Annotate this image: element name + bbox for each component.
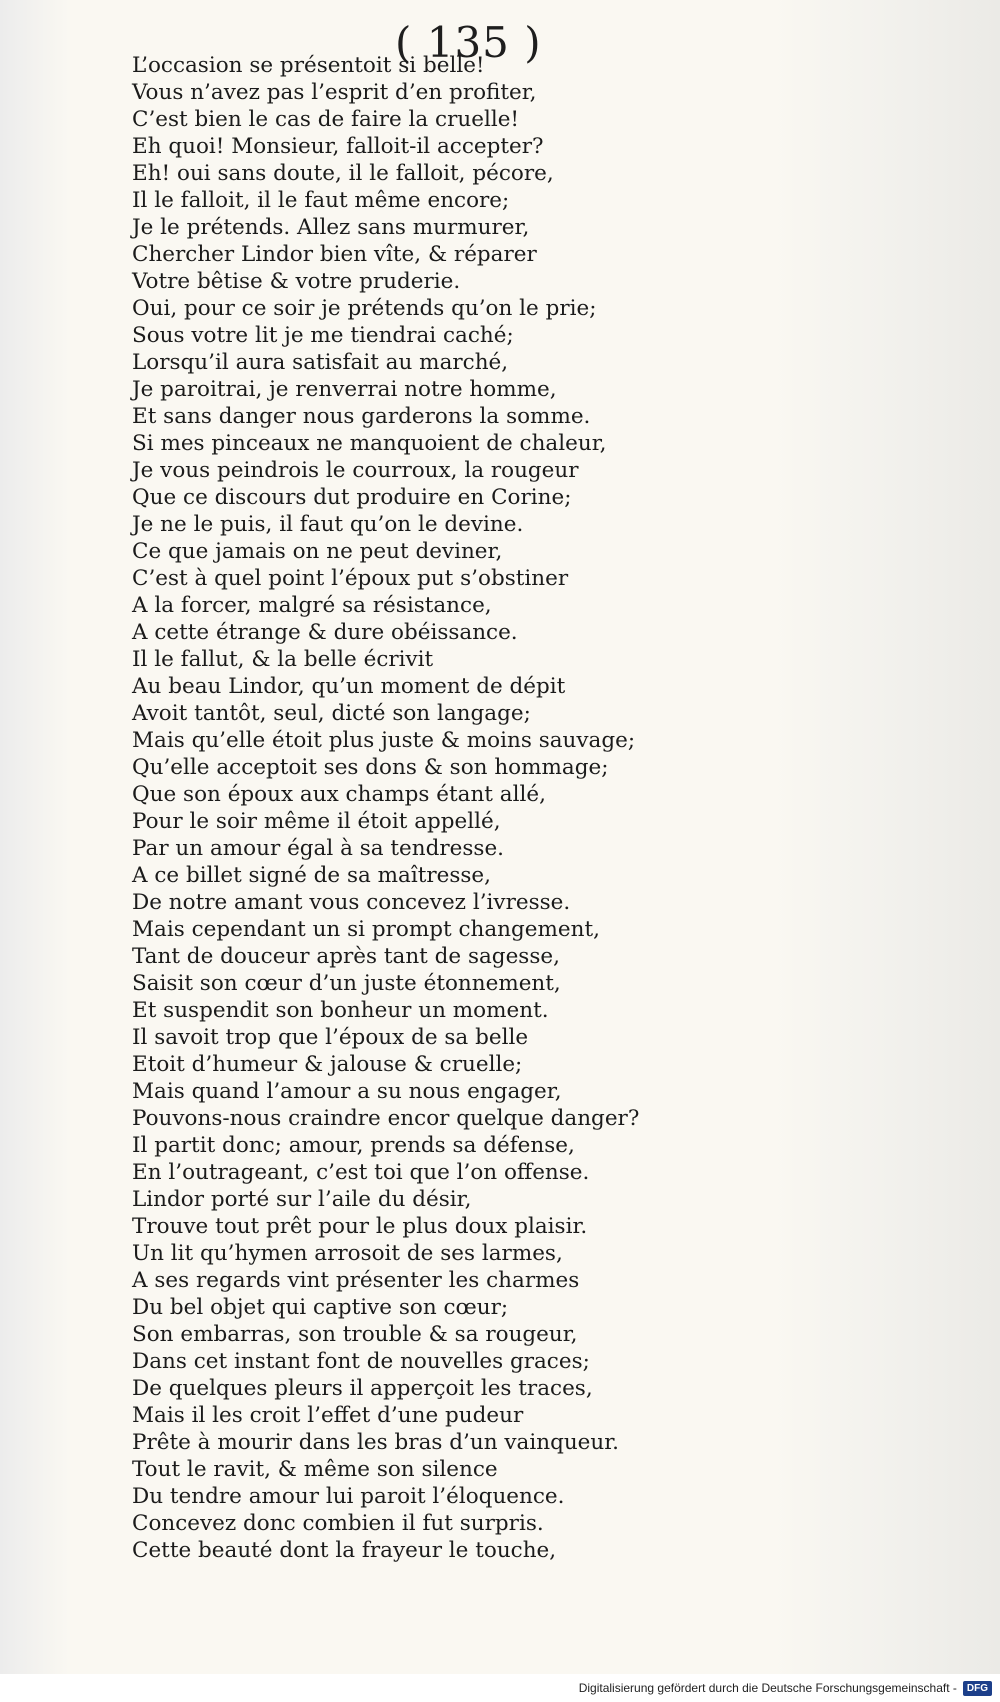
verse-line: Concevez donc combien il fut surpris. <box>132 1511 544 1536</box>
verse-line: Oui, pour ce soir je prétends qu’on le prie; <box>132 296 597 321</box>
verse-line: Tant de douceur après tant de sagesse, <box>132 944 560 969</box>
verse-line: Etoit d’humeur & jalouse & cruelle; <box>132 1052 523 1077</box>
verse-line: A ses regards vint présenter les charmes <box>132 1268 580 1293</box>
digitization-credit <box>0 1674 1000 1702</box>
verse-line: Lorsqu’il aura satisfait au marché, <box>132 350 509 375</box>
verse-line: Vous n’avez pas l’esprit d’en profiter, <box>132 80 537 105</box>
verse-line: Au beau Lindor, qu’un moment de dépit <box>132 674 566 699</box>
verse-line: Si mes pinceaux ne manquoient de chaleur, <box>132 431 607 456</box>
verse-line: A cette étrange & dure obéissance. <box>132 620 518 645</box>
verse-line: Lindor porté sur l’aile du désir, <box>132 1187 472 1212</box>
verse-line: Prête à mourir dans les bras d’un vainqueur. <box>132 1430 619 1455</box>
verse-line: Il le falloit, il le faut même encore; <box>132 188 510 213</box>
verse-line: Je ne le puis, il faut qu’on le devine. <box>132 512 524 537</box>
verse-line: Du bel objet qui captive son cœur; <box>132 1295 509 1320</box>
verse-line: Qu’elle acceptoit ses dons & son hommage; <box>132 755 609 780</box>
verse-line: Il savoit trop que l’époux de sa belle <box>132 1025 529 1050</box>
scan-shadow-left <box>0 0 70 1702</box>
verse-line: L’occasion se présentoit si belle! <box>132 53 485 78</box>
verse-text <box>132 52 732 1564</box>
verse-line: Que ce discours dut produire en Corine; <box>132 485 572 510</box>
verse-line: Il partit donc; amour, prends sa défense, <box>132 1133 575 1158</box>
verse-line: Un lit qu’hymen arrosoit de ses larmes, <box>132 1241 563 1266</box>
verse-line: Mais quand l’amour a su nous engager, <box>132 1079 562 1104</box>
dfg-logo: DFG <box>963 1681 992 1696</box>
verse-line: Pouvons-nous craindre encor quelque danger? <box>132 1106 640 1131</box>
verse-line: Eh! oui sans doute, il le falloit, pécore, <box>132 161 554 186</box>
verse-line: Saisit son cœur d’un juste étonnement, <box>132 971 561 996</box>
verse-line: A ce billet signé de sa maîtresse, <box>132 863 491 888</box>
verse-line: Cette beauté dont la frayeur le touche, <box>132 1538 557 1563</box>
verse-line: Trouve tout prêt pour le plus doux plaisir. <box>132 1214 588 1239</box>
verse-line: Avoit tantôt, seul, dicté son langage; <box>132 701 531 726</box>
verse-line: Pour le soir même il étoit appellé, <box>132 809 501 834</box>
verse-line: A la forcer, malgré sa résistance, <box>132 593 492 618</box>
verse-line: Ce que jamais on ne peut deviner, <box>132 539 503 564</box>
verse-line: Je vous peindrois le courroux, la rougeur <box>132 458 579 483</box>
verse-line: C’est bien le cas de faire la cruelle! <box>132 107 520 132</box>
verse-line: Sous votre lit je me tiendrai caché; <box>132 323 514 348</box>
scan-shadow-right <box>770 0 1000 1702</box>
verse-line: Par un amour égal à sa tendresse. <box>132 836 505 861</box>
verse-line: Je paroitrai, je renverrai notre homme, <box>132 377 557 402</box>
verse-line: Du tendre amour lui paroit l’éloquence. <box>132 1484 565 1509</box>
page-number: ( 135 ) <box>395 18 542 67</box>
verse-line: En l’outrageant, c’est toi que l’on offense. <box>132 1160 590 1185</box>
verse-line: Que son époux aux champs étant allé, <box>132 782 546 807</box>
verse-line: Et sans danger nous garderons la somme. <box>132 404 591 429</box>
verse-line: C’est à quel point l’époux put s’obstiner <box>132 566 569 591</box>
credit-text: Digitalisierung gefördert durch die Deutsche Forschungsgemeinschaft - <box>578 1681 957 1695</box>
verse-line: Son embarras, son trouble & sa rougeur, <box>132 1322 578 1347</box>
verse-line: Tout le ravit, & même son silence <box>132 1457 498 1482</box>
verse-line: Mais qu’elle étoit plus juste & moins sauvage; <box>132 728 636 753</box>
verse-line: Dans cet instant font de nouvelles graces; <box>132 1349 590 1374</box>
verse-line: Mais cependant un si prompt changement, <box>132 917 600 942</box>
verse-line: Eh quoi! Monsieur, falloit-il accepter? <box>132 134 544 159</box>
verse-line: De quelques pleurs il apperçoit les traces, <box>132 1376 593 1401</box>
verse-line: Et suspendit son bonheur un moment. <box>132 998 549 1023</box>
verse-line: Votre bêtise & votre pruderie. <box>132 269 461 294</box>
verse-line: Mais il les croit l’effet d’une pudeur <box>132 1403 524 1428</box>
verse-line: De notre amant vous concevez l’ivresse. <box>132 890 571 915</box>
verse-line: Chercher Lindor bien vîte, & réparer <box>132 242 537 267</box>
verse-line: Je le prétends. Allez sans murmurer, <box>132 215 530 240</box>
verse-line: Il le fallut, & la belle écrivit <box>132 647 434 672</box>
